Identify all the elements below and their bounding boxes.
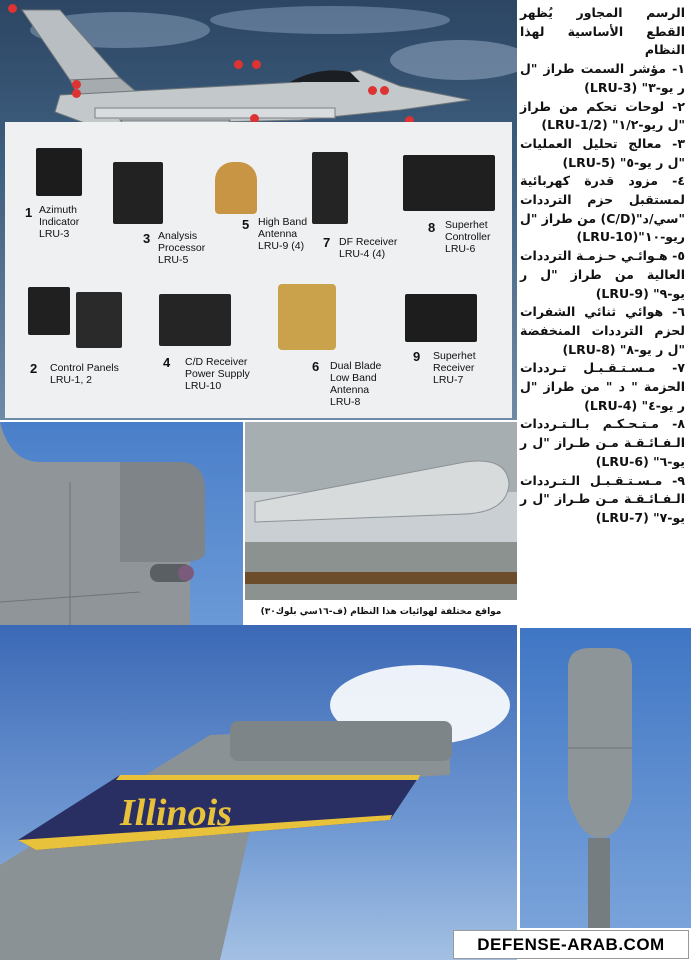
callout-marker — [380, 86, 389, 95]
component-number: 2 — [30, 361, 38, 376]
control-panel-2-image — [76, 292, 122, 348]
component-label: Dual Blade Low Band Antenna LRU-8 — [330, 360, 382, 408]
item-2: ٢- لوحات تحكم من طراز "ل ريو-١/٢" (LRU-1/2) — [520, 98, 685, 133]
tail-fin-photo — [0, 625, 517, 960]
component-number: 3 — [143, 231, 151, 246]
tail-antenna-photo — [520, 628, 691, 928]
item-3: ٣- معالج تحليل العمليات "ل ر يو-٥" (LRU-5) — [520, 135, 685, 170]
component-label: C/D Receiver Power Supply LRU-10 — [185, 356, 250, 392]
underwing-antenna-photo — [245, 422, 517, 600]
component-label: High Band Antenna LRU-9 (4) — [258, 216, 308, 252]
item-9: ٩- مـسـتـقـبـل الـتـرددات الـفـائـقـة مـن طـراز "ل ر يو-٧" (LRU-7) — [520, 472, 685, 525]
description-text — [517, 0, 691, 528]
item-7: ٧- مـسـتـقـبـل تـرددات الحزمة " د " من طراز "ل ر يو-٤" (LRU-4) — [520, 360, 685, 413]
underwing-pod-illustration — [245, 422, 517, 600]
control-panel-1-image — [28, 287, 70, 335]
component-number: 9 — [413, 349, 421, 364]
component-number: 7 — [323, 235, 331, 250]
component-label: Superhet Controller LRU-6 — [445, 219, 491, 255]
arabic-description-column — [517, 0, 691, 625]
item-4: ٤- مزود قدرة كهربائية لمستقبل حزم الترددات "سي/د"(C/D) من طراز "ل ريو-١٠"(LRU-10) — [520, 173, 685, 245]
component-diagram — [0, 0, 517, 420]
callout-marker — [234, 60, 243, 69]
callout-marker — [8, 4, 17, 13]
callout-marker — [368, 86, 377, 95]
component-number: 1 — [25, 205, 33, 220]
component-label: DF Receiver LRU-4 (4) — [339, 236, 398, 260]
site-watermark: DEFENSE-ARAB.COM — [453, 930, 689, 959]
superhet-receiver-image — [405, 294, 477, 342]
superhet-controller-image — [403, 155, 495, 211]
azimuth-indicator-image — [36, 148, 82, 196]
component-label: Analysis Processor LRU-5 — [158, 230, 206, 266]
component-label: Control Panels LRU-1, 2 — [50, 362, 119, 386]
item-8: ٨- مـتـحـكـم بـالـتـرددات الـفـائـقـة مـن طـراز "ل ر يو-٦" (LRU-6) — [520, 416, 685, 469]
df-receiver-image — [312, 152, 348, 224]
callout-marker — [72, 89, 81, 98]
component-label: Azimuth Indicator LRU-3 — [39, 204, 80, 240]
dual-blade-antenna-image — [278, 284, 336, 350]
component-number: 8 — [428, 220, 436, 235]
component-number: 6 — [312, 359, 320, 374]
intro-line: الرسم المجاور يُظهر القطع الأساسية لهذا النظام — [520, 5, 685, 58]
cd-receiver-power-supply-image — [159, 294, 231, 346]
component-number: 4 — [163, 355, 171, 370]
tail-antenna-illustration — [520, 628, 691, 928]
tail-fin-illustration — [0, 625, 517, 960]
callout-marker — [252, 60, 261, 69]
component-number: 5 — [242, 217, 250, 232]
callout-marker — [72, 80, 81, 89]
components-panel — [5, 122, 512, 418]
high-band-antenna-image — [215, 162, 257, 214]
photo-caption: مواقع مختلفة لهوائيات هذا النظام (ف-١٦سي بلوك٣٠) — [245, 600, 517, 624]
tail-logo-text: Illinois — [120, 792, 232, 834]
item-5: ٥- هـوائـي حـزمـة الترددات العالية من طراز "ل ر يو-٩" (LRU-9) — [520, 248, 685, 301]
item-6: ٦- هوائي ثنائي الشفرات لحزم الترددات المنخفضة "ل ر يو-٨" (LRU-8) — [520, 304, 685, 357]
component-label: Superhet Receiver LRU-7 — [433, 350, 476, 386]
item-1: ١- مؤشر السمت طراز "ل ر يو-٣" (LRU-3) — [520, 61, 685, 95]
